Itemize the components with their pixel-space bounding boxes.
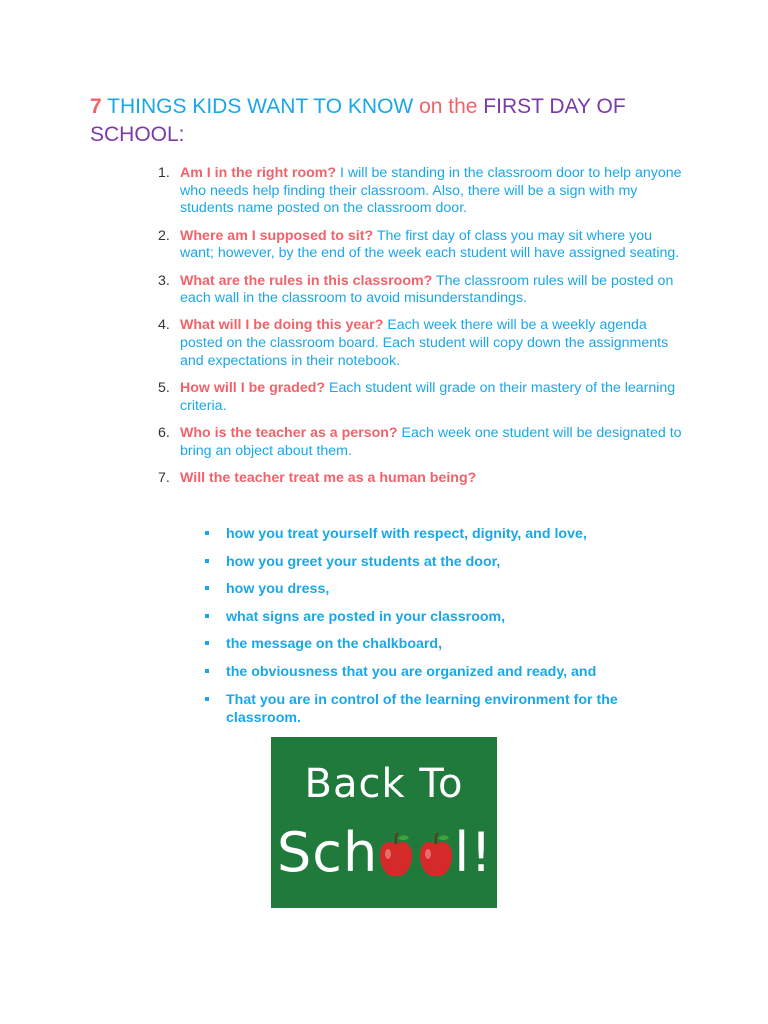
square-bullet-icon [205,586,209,590]
square-bullet-icon [205,641,209,645]
square-bullet-icon [205,697,209,701]
square-bullet-icon [205,559,209,563]
item-question: How will I be graded? [180,380,326,397]
list-item [158,165,688,218]
square-bullet-icon [205,669,209,673]
item-question: What are the rules in this classroom? [180,272,433,289]
item-answer: Each week one student will be designated to bring an object about them. [180,424,682,459]
bullet-item: the obviousness that you are organized and ready, and [205,663,675,681]
square-bullet-icon [205,531,209,535]
apples-icon [378,832,454,880]
item-answer: Each student will grade on their mastery of the learning criteria. [180,380,676,414]
bullet-item: how you greet your students at the door, [205,553,675,571]
list-item [158,317,688,370]
bullet-item: how you dress, [205,580,675,598]
title-part-2: on the [419,95,478,118]
item-answer: The classroom rules will be posted on each wall in the classroom to avoid misunderstandings. [180,272,674,307]
bullet-list [205,525,675,736]
item-number: 6. [158,424,170,441]
item-number: 5. [158,380,170,397]
sign-line-2-end: l! [454,821,493,884]
bullet-item: how you treat yourself with respect, dignity, and love, [205,525,675,543]
list-item [158,380,688,415]
item-number: 4. [158,317,170,334]
document-title [90,93,690,149]
list-item [158,425,688,460]
bullet-item: That you are in control of the learning environment for the classroom. [205,691,675,727]
back-to-school-sign [271,737,497,908]
title-part-3: FIRST DAY OF SCHOOL: [90,95,626,146]
list-item [158,273,688,308]
item-question: Who is the teacher as a person? [180,424,398,441]
item-number: 2. [158,227,170,244]
item-answer: Each week there will be a weekly agenda posted on the classroom board. Each student will copy down the assignments and expectations in their notebook. [180,317,669,369]
item-question: Will the teacher treat me as a human being? [180,469,477,486]
item-answer: I will be standing in the classroom door to help anyone who needs help finding their classroom. Also, there will be a sign with my students name posted on the classroom door. [180,165,682,217]
item-question: Where am I supposed to sit? [180,227,374,244]
bullet-item: what signs are posted in your classroom, [205,608,675,626]
title-number: 7 [90,95,102,118]
bullet-item: the message on the chalkboard, [205,635,675,653]
title-part-1: THINGS KIDS WANT TO KNOW [101,95,420,118]
sign-line-2 [277,821,497,884]
list-item [158,470,688,488]
list-item [158,228,688,263]
numbered-list [158,165,688,497]
item-answer: The first day of class you may sit where you want; however, by the end of the week each student will have assigned seating. [180,227,680,262]
item-number: 7. [158,469,170,486]
sign-line-2-start: Sch [277,821,379,884]
item-question: Am I in the right room? [180,165,337,181]
item-question: What will I be doing this year? [180,317,384,334]
item-number: 3. [158,272,170,289]
item-number: 1. [158,165,170,181]
square-bullet-icon [205,614,209,618]
sign-line-1: Back To [304,761,464,807]
